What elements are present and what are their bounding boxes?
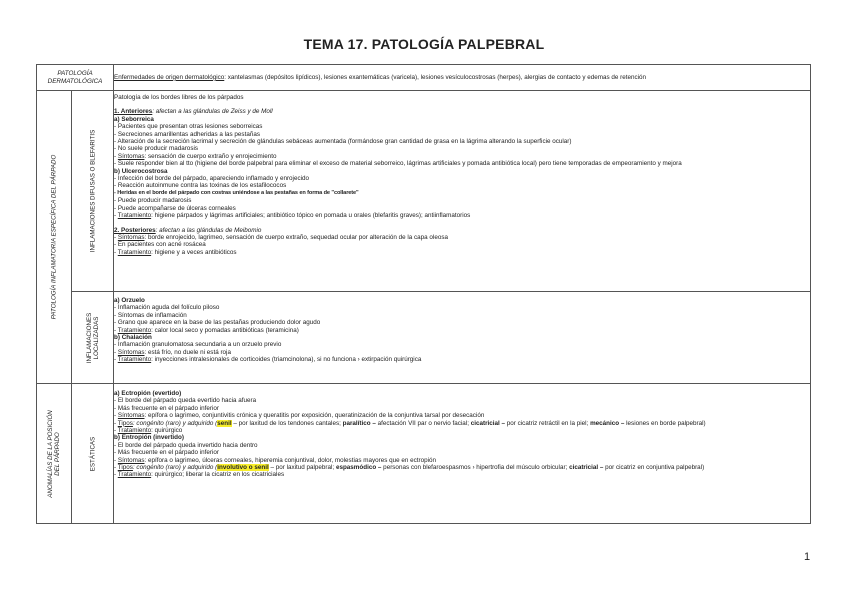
arrow-icon: › xyxy=(357,356,360,364)
text-line: - Grano que aparece en la base de las pestañas produciendo dolor agudo xyxy=(114,319,321,327)
label: Tratamiento xyxy=(117,326,152,334)
heading: a) Ectropión (evertido) xyxy=(114,390,182,397)
text-line: - Alteración de la secreción lacrimal y secreción de glándulas sebáceas aumentada (formándose gran cantidad de grasa en la lágrima alterando la superficie ocular) xyxy=(114,138,572,146)
heading: a) Seborreica xyxy=(114,115,154,123)
text: : afectan a las glándulas de Meibomio xyxy=(155,226,262,234)
term: cicatricial – xyxy=(569,464,604,472)
text-line: Patología de los bordes libres de los párpados xyxy=(114,94,244,101)
text: : congénito (raro) y adquirido ( xyxy=(132,419,218,427)
text-line: - Tratamiento: quirúrgico xyxy=(114,427,183,435)
text-line: - Síntomas: epífora o lagrimeo, conjuntivitis crónica y queratitis por exposición, queratinización de la conjuntiva tarsal por desecación xyxy=(114,412,485,420)
content-table xyxy=(36,64,811,524)
sub-estaticas-label: ESTÁTICAS xyxy=(88,436,96,471)
heading: 1. Anteriores xyxy=(114,108,153,116)
text-line: - Tipos: congénito (raro) y adquirido (involutivo o senil – por laxitud palpebral; espasmódico – personas con blefaroespasmos › hipertrofia del músculo orbicular; cicatricial – por cicatriz en conjuntiva palpebral) xyxy=(114,464,705,472)
text: : quirúrgico xyxy=(151,427,183,435)
anomalias-content xyxy=(114,384,811,524)
label: Síntomas xyxy=(117,233,145,241)
text: lesiones en borde palpebral) xyxy=(624,419,706,427)
difusas-content xyxy=(114,91,811,292)
label: Tratamiento xyxy=(117,471,152,479)
category-anomalias-label xyxy=(47,410,61,497)
text-line: - Pacientes que presentan otras lesiones seborreicas xyxy=(114,123,263,131)
dermatologica-text: : xantelasmas (depósitos lipídicos), lesiones exantemáticas (varicela), lesiones vesículocostrosas (herpes), alergias de contacto y edemas de retención xyxy=(224,73,647,81)
text: – por laxitud palpebral; xyxy=(268,464,336,472)
text: : higiene párpados y lágrimas artificiales; antibiótico tópico en pomada u orales (blefaritis graves); antiinflamatorios xyxy=(151,212,471,220)
text: personas con blefaroespasmos xyxy=(381,464,473,472)
category-inflamatoria-label: PATOLOGÍA INFLAMATORIA ESPECÍFICA DEL PÁRPADO xyxy=(50,154,58,320)
sub-difusas-label: INFLAMACIONES DIFUSAS O BLEFARITIS xyxy=(88,129,96,253)
term: cicatricial – xyxy=(470,419,506,427)
text-line: - Secreciones amarillentas adheridas a las pestañas xyxy=(114,130,260,138)
text-line xyxy=(114,227,810,234)
text: : inyecciones intralesionales de corticoides (triamcinolona), si no funciona xyxy=(151,356,356,364)
text-line: - Más frecuente en el párpado inferior xyxy=(114,449,220,457)
text-line: - Tratamiento: inyecciones intralesionales de corticoides (triamcinolona), si no funciona › extirpación quirúrgica xyxy=(114,356,422,364)
term: paralítico – xyxy=(342,419,376,427)
page-number: 1 xyxy=(804,551,811,563)
dermatologica-label: Enfermedades de origen dermatológico xyxy=(114,73,225,81)
label: Síntomas xyxy=(117,152,145,160)
text-line: - El borde del párpado queda invertido hacia dentro xyxy=(114,441,258,449)
text: : epífora o lagrimeo, conjuntivitis crónica y queratitis por exposición, queratinización de la conjuntiva tarsal por desecación xyxy=(144,412,485,420)
text-line: - No suele producir madarosis xyxy=(114,145,199,153)
text-line: - Síntomas: borde enrojecido, lagrimeo, sensación de cuerpo extraño, sequedad ocular por alteración de la capa oleosa xyxy=(114,233,448,241)
label: Tipos xyxy=(117,464,133,472)
label: Tipos xyxy=(117,419,133,427)
text: : epífora o lagrimeo, úlceras corneales, hiperemia conjuntival, dolor, molestias mayores que en ectropión xyxy=(144,456,437,464)
label-line: ANOMALÍAS DE LA POSICIÓN xyxy=(46,409,54,498)
text-line: - Síntomas de inflamación xyxy=(114,311,187,319)
text-line: - Síntomas: sensación de cuerpo extraño y enrojecimiento xyxy=(114,152,277,160)
label: Tratamiento xyxy=(117,356,152,364)
heading: b) Entropión (invertido) xyxy=(114,434,184,442)
highlight: senil xyxy=(217,419,232,427)
text: : sensación de cuerpo extraño y enrojecimiento xyxy=(144,152,277,160)
text: : quirúrgico; liberar la cicatriz en los cicatriciales xyxy=(151,471,285,479)
text: por cicatriz en conjuntiva palpebral) xyxy=(603,464,705,472)
sub-localizadas xyxy=(72,292,114,384)
text-line: - Tratamiento: higiene párpados y lágrimas artificiales; antibiótico tópico en pomada u orales (blefaritis graves); antiinflamatorios xyxy=(114,212,471,220)
text-line: - En pacientes con acné rosácea xyxy=(114,241,206,249)
label: Síntomas xyxy=(117,348,145,356)
text-line: - Síntomas: está frío, no duele ni está roja xyxy=(114,348,231,356)
text-line: - Más frecuente en el párpado inferior xyxy=(114,404,220,412)
row-difusas xyxy=(37,91,811,292)
category-dermatologica xyxy=(37,65,114,91)
text-line: - Puede acompañarse de úlceras corneales xyxy=(114,204,236,212)
text: afectación VII par o nervio facial; xyxy=(375,419,471,427)
document-title: TEMA 17. PATOLOGÍA PALPEBRAL xyxy=(303,36,545,52)
sub-estaticas xyxy=(72,384,114,524)
label-line: INFLAMACIONES xyxy=(85,312,93,363)
text: hipertrofia del músculo orbicular; xyxy=(474,464,570,472)
text: : higiene y a veces antibióticos xyxy=(151,248,237,256)
text: : está frío, no duele ni está roja xyxy=(144,348,231,356)
heading: b) Ulcerocostrosa xyxy=(114,167,168,175)
category-line: PATOLOGÍA xyxy=(57,70,93,78)
highlight: involutivo o senil xyxy=(217,464,269,472)
label: Síntomas xyxy=(117,412,145,420)
text-line: - Síntomas: epífora o lagrimeo, úlceras corneales, hiperemia conjuntival, dolor, molestias mayores que en ectropión xyxy=(114,456,437,464)
label: Tratamiento xyxy=(117,248,152,256)
dermatologica-content xyxy=(114,65,811,91)
text: : congénito (raro) y adquirido ( xyxy=(132,464,218,472)
sub-localizadas-label xyxy=(85,312,99,363)
text-line: - Suele responder bien al tto (higiene del borde palpebral para eliminar el exceso de material seborreico, lágrimas artificiales y pomada antibiótica local) pero tiene temporadas de empeoramiento y mejora xyxy=(114,160,682,168)
text: – por laxitud de los tendones cantales; xyxy=(231,419,343,427)
label: Síntomas xyxy=(117,456,145,464)
text-line: - Tratamiento: higiene y a veces antibióticos xyxy=(114,248,237,256)
text-line: - Reacción autoinmune contra las toxinas de los estafilococos xyxy=(114,182,287,190)
localizadas-content xyxy=(114,292,811,384)
arrow-icon: › xyxy=(472,464,475,472)
label: Tratamiento xyxy=(117,427,152,435)
label-line: LOCALIZADAS xyxy=(92,316,100,359)
text: por cicatriz retráctil en la piel; xyxy=(505,419,591,427)
label-line: DEL PÁRPADO xyxy=(54,431,61,476)
sub-difusas xyxy=(72,91,114,292)
text-line: - Tratamiento: calor local seco y pomadas antibióticas (teramicina) xyxy=(114,326,299,334)
text-line: - Tipos: congénito (raro) y adquirido (senil – por laxitud de los tendones cantales; paralítico – afectación VII par o nervio facial; cicatricial – por cicatriz retráctil en la piel; mecánico – lesiones en borde palpebral) xyxy=(114,419,706,427)
text-line: - Infección del borde del párpado, apareciendo inflamado y enrojecido xyxy=(114,175,309,183)
category-line: DERMATOLÓGICA xyxy=(47,77,103,85)
text: extirpación quirúrgica xyxy=(361,356,422,364)
text-line: - Puede producir madarosis xyxy=(114,197,192,205)
text-line xyxy=(114,108,810,115)
heading: b) Chalación xyxy=(114,334,152,342)
row-anomalias xyxy=(37,384,811,524)
text-line: - El borde del párpado queda evertido hacia afuera xyxy=(114,397,257,405)
term: espasmódico – xyxy=(335,464,382,472)
term: mecánico – xyxy=(590,419,625,427)
row-localizadas xyxy=(37,292,811,384)
text-line: - Tratamiento: quirúrgico; liberar la cicatriz en los cicatriciales xyxy=(114,471,285,479)
heading: 2. Posteriores xyxy=(114,226,156,234)
row-dermatologica xyxy=(37,65,811,91)
heading: a) Orzuelo xyxy=(114,297,145,304)
category-anomalias xyxy=(37,384,72,524)
label: Tratamiento xyxy=(117,212,152,220)
text-line: - Inflamación aguda del folículo piloso xyxy=(114,304,220,312)
category-inflamatoria xyxy=(37,91,72,384)
text-line: - Heridas en el borde del párpado con costras uniéndose a las pestañas en forma de "collarete" xyxy=(114,189,359,196)
text: : calor local seco y pomadas antibióticas (teramicina) xyxy=(151,326,299,334)
text: : afectan a las glándulas de Zeiss y de Moll xyxy=(152,108,273,116)
text: : borde enrojecido, lagrimeo, sensación de cuerpo extraño, sequedad ocular por alteración de la capa oleosa xyxy=(144,233,448,241)
text-line: - Inflamación granulomatosa secundaria a un orzuelo previo xyxy=(114,341,282,349)
